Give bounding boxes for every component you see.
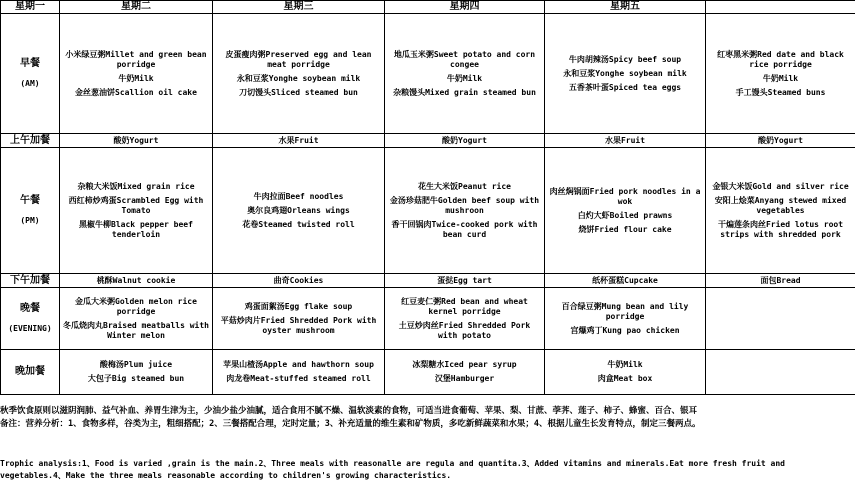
meal-time: (AM) [20,78,40,88]
dish-item: 牛奶Milk [762,73,799,83]
dish-item: 牛奶Milk [118,73,154,83]
nutrition-analysis-note: 备注：营养分析：1、食物多样，谷类为主，粗细搭配；2、三餐搭配合理，定时定量；3、补充适量的维生素和矿物质，多吃新鲜蔬菜和水果；4、根据儿童生长发育特点，制定三餐两点。 [0,419,701,429]
dish-item: 奥尔良鸡翅Orleans wings [247,205,350,215]
menu-cell [706,134,855,148]
meal-name: 午餐 [20,194,40,206]
meal-label [1,274,60,288]
dish-item: 红枣黑米粥Red date and black rice porridge [717,49,844,69]
dish-item: 苹果山楂汤Apple and hawthorn soup [223,360,374,369]
dish-item: 红豆麦仁粥Red bean and wheat kernel porridge [401,296,528,316]
dish-item: 肉盒Meat box [597,374,653,383]
dish-item: 金丝葱油饼Scallion oil cake [75,87,197,97]
meal-name: 晚餐 [20,302,40,314]
menu-cell [213,350,385,395]
dish-item: 牛肉拉面Beef noodles [253,191,344,201]
menu-cell [706,288,855,350]
meal-name: 早餐 [20,57,40,69]
meal-label [1,134,60,148]
menu-cell [213,288,385,350]
dish-item: 鸡蛋面絮汤Egg flake soup [244,301,353,311]
dish-item: 酸奶Yogurt [442,135,487,145]
dish-item: 干煸莲条肉丝Fried lotus root strips with shredded pork [717,219,844,239]
dish-item: 酸奶Yogurt [758,135,803,145]
meal-row [1,134,855,148]
meal-row [1,274,855,288]
dish-item: 酸奶Yogurt [113,135,159,145]
dish-item: 地瓜玉米粥Sweet potato and corn congee [393,49,536,69]
dish-item: 金瓜大米粥Golden melon rice porridge [75,296,197,316]
header-cell: 星期五 [545,1,706,14]
menu-cell [60,274,213,288]
dish-item: 汉堡Hamburger [434,374,495,383]
header-cell [706,1,855,14]
meal-row [1,14,855,134]
menu-cell [60,288,213,350]
meal-time: (EVENING) [8,323,52,333]
dish-item: 花生大米饭Peanut rice [418,181,511,191]
dish-item: 五香茶叶蛋Spiced tea eggs [568,82,682,92]
dish-item: 水果Fruit [604,135,646,145]
menu-cell [545,134,706,148]
header-cell: 星期二 [60,1,213,14]
header-cell: 星期一 [1,1,60,14]
dish-item: 西红柿炒鸡蛋Scrambled Egg with Tomato [68,195,204,215]
dish-item: 面包Bread [760,275,801,285]
dish-item: 牛奶Milk [607,360,643,369]
dish-item: 大包子Big steamed bun [87,374,185,383]
menu-cell [385,350,545,395]
meal-name: 晚加餐 [15,366,45,377]
autumn-diet-note: 秋季饮食原则以滋阴润肺、益气补血、养胃生津为主，少油少盐少油腻，适合食用不腻不燥、温软淡素的食物，可适当进食葡萄、苹果、梨、甘蔗、荸荠、莲子、柿子、蜂蜜、百合、银耳 [0,406,698,416]
menu-cell [385,134,545,148]
dish-item: 纸杯蛋糕Cupcake [592,275,658,285]
dish-item: 刀切馒头Sliced steamed bun [239,87,358,97]
dish-item: 平菇炒肉片Fried Shredded Pork with oyster mushroom [220,315,377,335]
dish-item: 肉丝焖锅面Fried pork noodles in a wok [549,186,701,206]
dish-item: 手工馒头Steamed buns [735,87,826,97]
menu-cell [706,274,855,288]
dish-item: 百合绿豆粥Mung bean and lily porridge [561,301,689,321]
menu-cell [385,148,545,274]
dish-item: 土豆炒肉丝Fried Shredded Pork with potato [398,320,531,340]
dish-item: 曲奇Cookies [273,275,324,285]
dish-item: 肉龙卷Meat-stuffed steamed roll [226,374,371,383]
meal-row [1,148,855,274]
dish-item: 金银大米饭Gold and silver rice [712,181,849,191]
trophic-analysis-note: Trophic analysis:1、Food is varied ,grain is the main.2、Three meals with reasonalle are regula and quantita.3、Added vitamins and minerals.Eat more fresh fruit and vegetables.4、Make the three meals reasonable according to children's growing characteristics. [0,459,785,480]
dish-item: 永和豆浆Yonghe soybean milk [236,73,361,83]
dish-item: 蛋挞Egg tart [437,275,492,285]
dish-item: 安阳上烩菜Anyang stewed mixed vegetables [714,195,847,215]
meal-label [1,350,60,395]
menu-cell [545,350,706,395]
meal-label [1,148,60,274]
meal-label [1,288,60,350]
menu-cell [706,14,855,134]
meal-label [1,14,60,134]
dish-item: 宫爆鸡丁Kung pao chicken [570,325,680,335]
dish-item: 花卷Steamed twisted roll [242,219,355,229]
menu-cell [60,148,213,274]
dish-item: 小米绿豆粥Millet and green bean porridge [65,49,207,69]
dish-item: 永和豆浆Yonghe soybean milk [563,68,687,78]
meal-time: (PM) [20,215,40,225]
menu-cell [60,134,213,148]
dish-item: 桃酥Walnut cookie [96,275,176,285]
meal-name: 上午加餐 [10,134,50,146]
menu-cell [545,14,706,134]
menu-cell [545,288,706,350]
menu-cell [706,350,855,395]
menu-cell [545,274,706,288]
menu-cell [706,148,855,274]
dish-item: 杂粮馒头Mixed grain steamed bun [393,87,536,97]
menu-cell [213,134,385,148]
meal-name: 下午加餐 [10,274,50,286]
meal-row [1,350,855,395]
dish-item: 香干回锅肉Twice-cooked pork with bean curd [391,219,538,239]
dish-item: 水果Fruit [278,135,319,145]
meal-row [1,288,855,350]
dish-item: 牛奶Milk [446,73,483,83]
menu-cell [60,350,213,395]
dish-item: 冰梨糖水Iced pear syrup [412,360,517,369]
menu-cell [213,14,385,134]
dish-item: 酸梅汤Plum juice [99,360,173,369]
menu-cell [545,148,706,274]
menu-cell [60,14,213,134]
menu-cell [213,148,385,274]
header-cell: 星期四 [385,1,545,14]
notes-section [0,405,855,431]
header-cell: 星期三 [213,1,385,14]
dish-item: 金汤珍菇肥牛Golden beef soup with mushroon [389,195,540,215]
menu-cell [385,288,545,350]
dish-item: 冬瓜烧肉丸Braised meatballs with Winter melon [63,320,209,340]
dish-item: 皮蛋瘦肉粥Preserved egg and lean meat porridge [225,49,372,69]
dish-item: 牛肉胡辣汤Spicy beef soup [568,54,682,64]
menu-cell [385,14,545,134]
dish-item: 黑椒牛柳Black pepper beef tenderloin [79,219,193,239]
menu-cell [385,274,545,288]
dish-item: 杂粮大米饭Mixed grain rice [77,181,195,191]
menu-cell [213,274,385,288]
dish-item: 白灼大虾Boiled prawns [577,210,673,220]
dish-item: 烧饼Fried flour cake [578,224,672,234]
